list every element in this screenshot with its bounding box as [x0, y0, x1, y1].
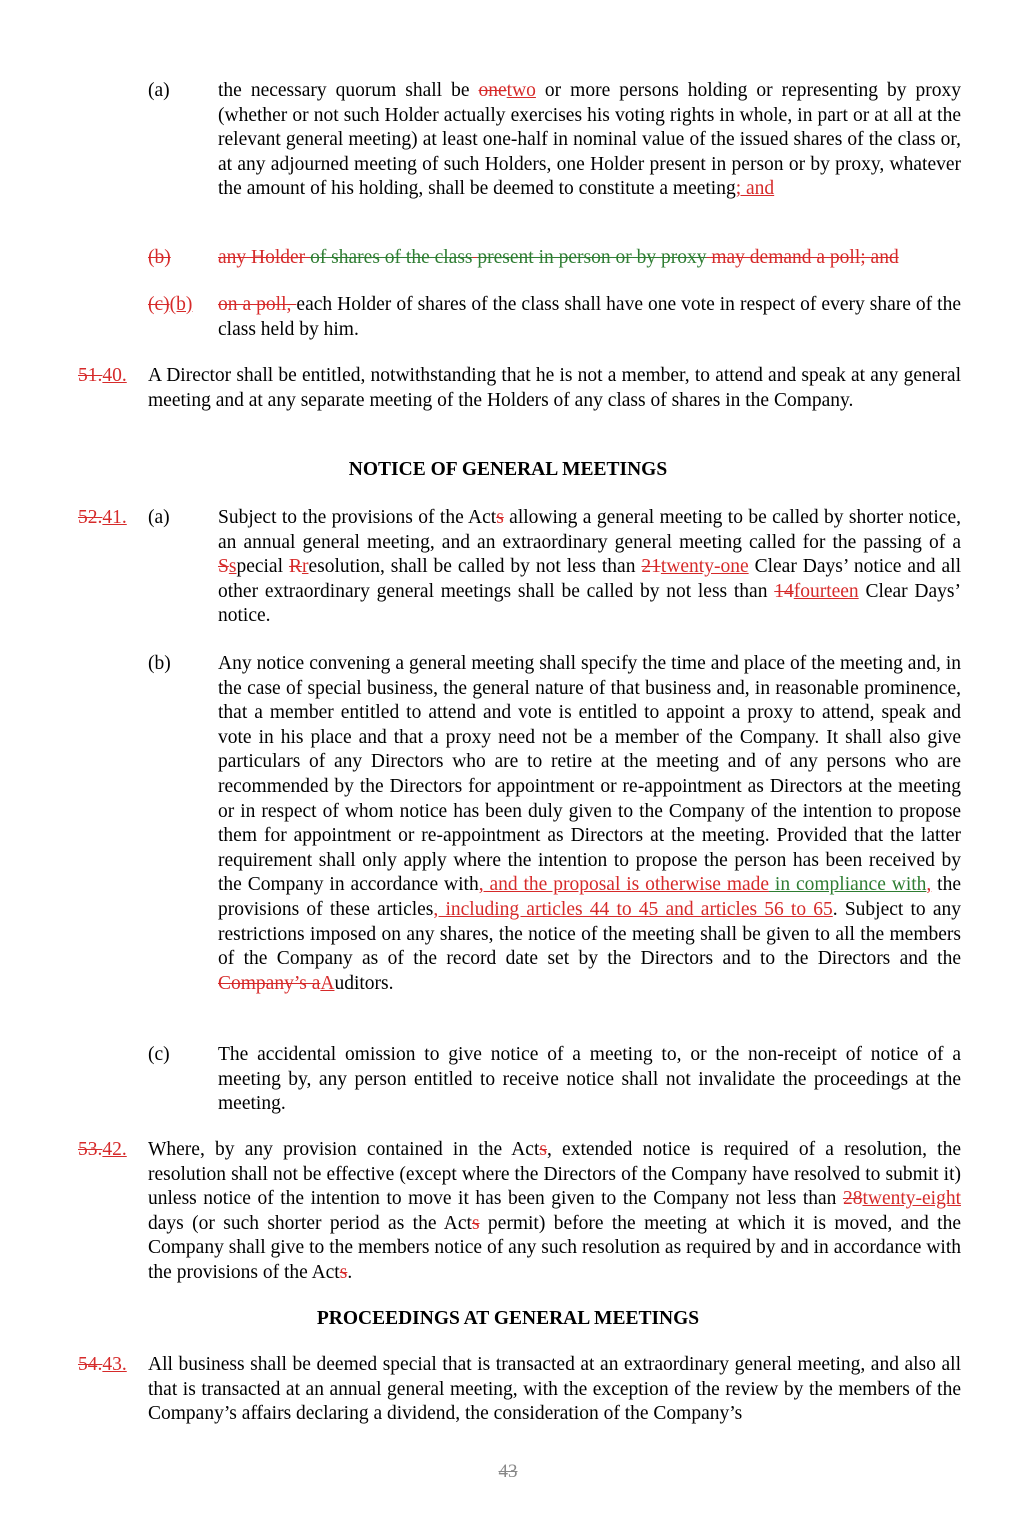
article-number: 52.41.: [78, 507, 127, 528]
para-a-text: the necessary quorum shall be onetwo or more persons holding or representing by proxy (whether or not such Holder actually exercises his voting rights in whole, in part or at all at the relevant general meeting) at least one-half in nominal value of the issued shares of the class or, at any adjourned meeting of such Holders, one Holder present in person or by proxy, whatever the amount of his holding, shall be deemed to constitute a meeting; and: [218, 80, 961, 200]
insertion: two: [506, 80, 536, 101]
para-b-deleted-text: any Holder of shares of the class present in person or by proxy may demand a poll; and: [218, 247, 899, 268]
art41-c-label: (c): [148, 1044, 170, 1065]
article-43-text: All business shall be deemed special that is transacted at an extraordinary general meeting, and also all that is transacted at an annual general meeting, with the exception of the review by the members of the Company’s affairs declaring a dividend, the consideration of the Company’s: [148, 1354, 961, 1425]
deletion-green: of shares of the class: [310, 247, 473, 268]
article-40-text: A Director shall be entitled, notwithstanding that he is not a member, to attend and speak at any general meeting and at any separate meeting of the Holders of any class of shares in the Company.: [148, 365, 961, 411]
art41-c-text: The accidental omission to give notice of a meeting to, or the non-receipt of notice of a meeting by, any person entitled to receive notice shall not invalidate the proceedings at the meeting.: [218, 1044, 961, 1115]
insertion: ; and: [735, 178, 775, 200]
deletion: on a poll,: [218, 294, 297, 315]
deletion-green: present in person or by proxy: [477, 247, 707, 268]
article-number: 51.40.: [78, 365, 127, 386]
art41-a-text: Subject to the provisions of the Acts allowing a general meeting to be called by shorter notice, an annual general meeting, and an extraordinary general meeting called for the passing of a Sspecial Rresolution, shall be called by not less than 21twenty-one Clear Days’ notice and all other extraordinary general meetings shall be called by not less than 14fourteen Clear Days’ notice.: [218, 507, 961, 627]
para-c-label: (c)(b): [148, 294, 193, 315]
para-b-label-deleted: (b): [148, 247, 171, 268]
para-c-text: on a poll, each Holder of shares of the class shall have one vote in respect of every share of the class held by him.: [218, 294, 961, 340]
art41-a-label: (a): [148, 507, 170, 528]
art41-b-text: Any notice convening a general meeting shall specify the time and place of the meeting and, in the case of special business, the general nature of that business and, in reasonable prominence, that a member entitled to attend and vote is entitled to appoint a proxy to attend, speak and vote in his place and that a proxy need not be a member of the Company. It shall also give particulars of any Directors who are to retire at the meeting and of any persons who are recommended by the Directors for appointment or re-appointment as Directors at the meeting or in respect of whom notice has been duly given to the Company of the intention to propose them for appointment or re-appointment as Directors at the meeting. Provided that the latter requirement shall only apply where the intention to propose the person has been received by the Company in accordance with, and the proposal is otherwise made in compliance with, the provisions of these articles, including articles 44 to 45 and articles 56 to 65. Subject to any restrictions imposed on any shares, the notice of the meeting shall be given to all the members of the Company as of the record date set by the Directors and to the Directors and the Company’s aAuditors.: [218, 653, 961, 994]
article-number: 54.43.: [78, 1354, 127, 1375]
section-heading: NOTICE OF GENERAL MEETINGS: [348, 459, 668, 480]
article-42-text: Where, by any provision contained in the Acts, extended notice is required of a resolution, the resolution shall not be effective (except where the Directors of the Company have resolved to submit it) unless notice of the intention to move it has been given to the Company not less than 28twenty-eight days (or such shorter period as the Acts permit) before the meeting at which it is moved, and the Company shall give to the members notice of any such resolution as required by and in accordance with the provisions of the Acts.: [148, 1139, 962, 1283]
page-number: 43: [498, 1461, 518, 1482]
para-a-label: (a): [148, 80, 170, 101]
deletion: one: [478, 80, 507, 101]
art41-b-label: (b): [148, 653, 171, 674]
article-number: 53.42.: [78, 1139, 127, 1160]
section-heading: PROCEEDINGS AT GENERAL MEETINGS: [316, 1308, 700, 1329]
